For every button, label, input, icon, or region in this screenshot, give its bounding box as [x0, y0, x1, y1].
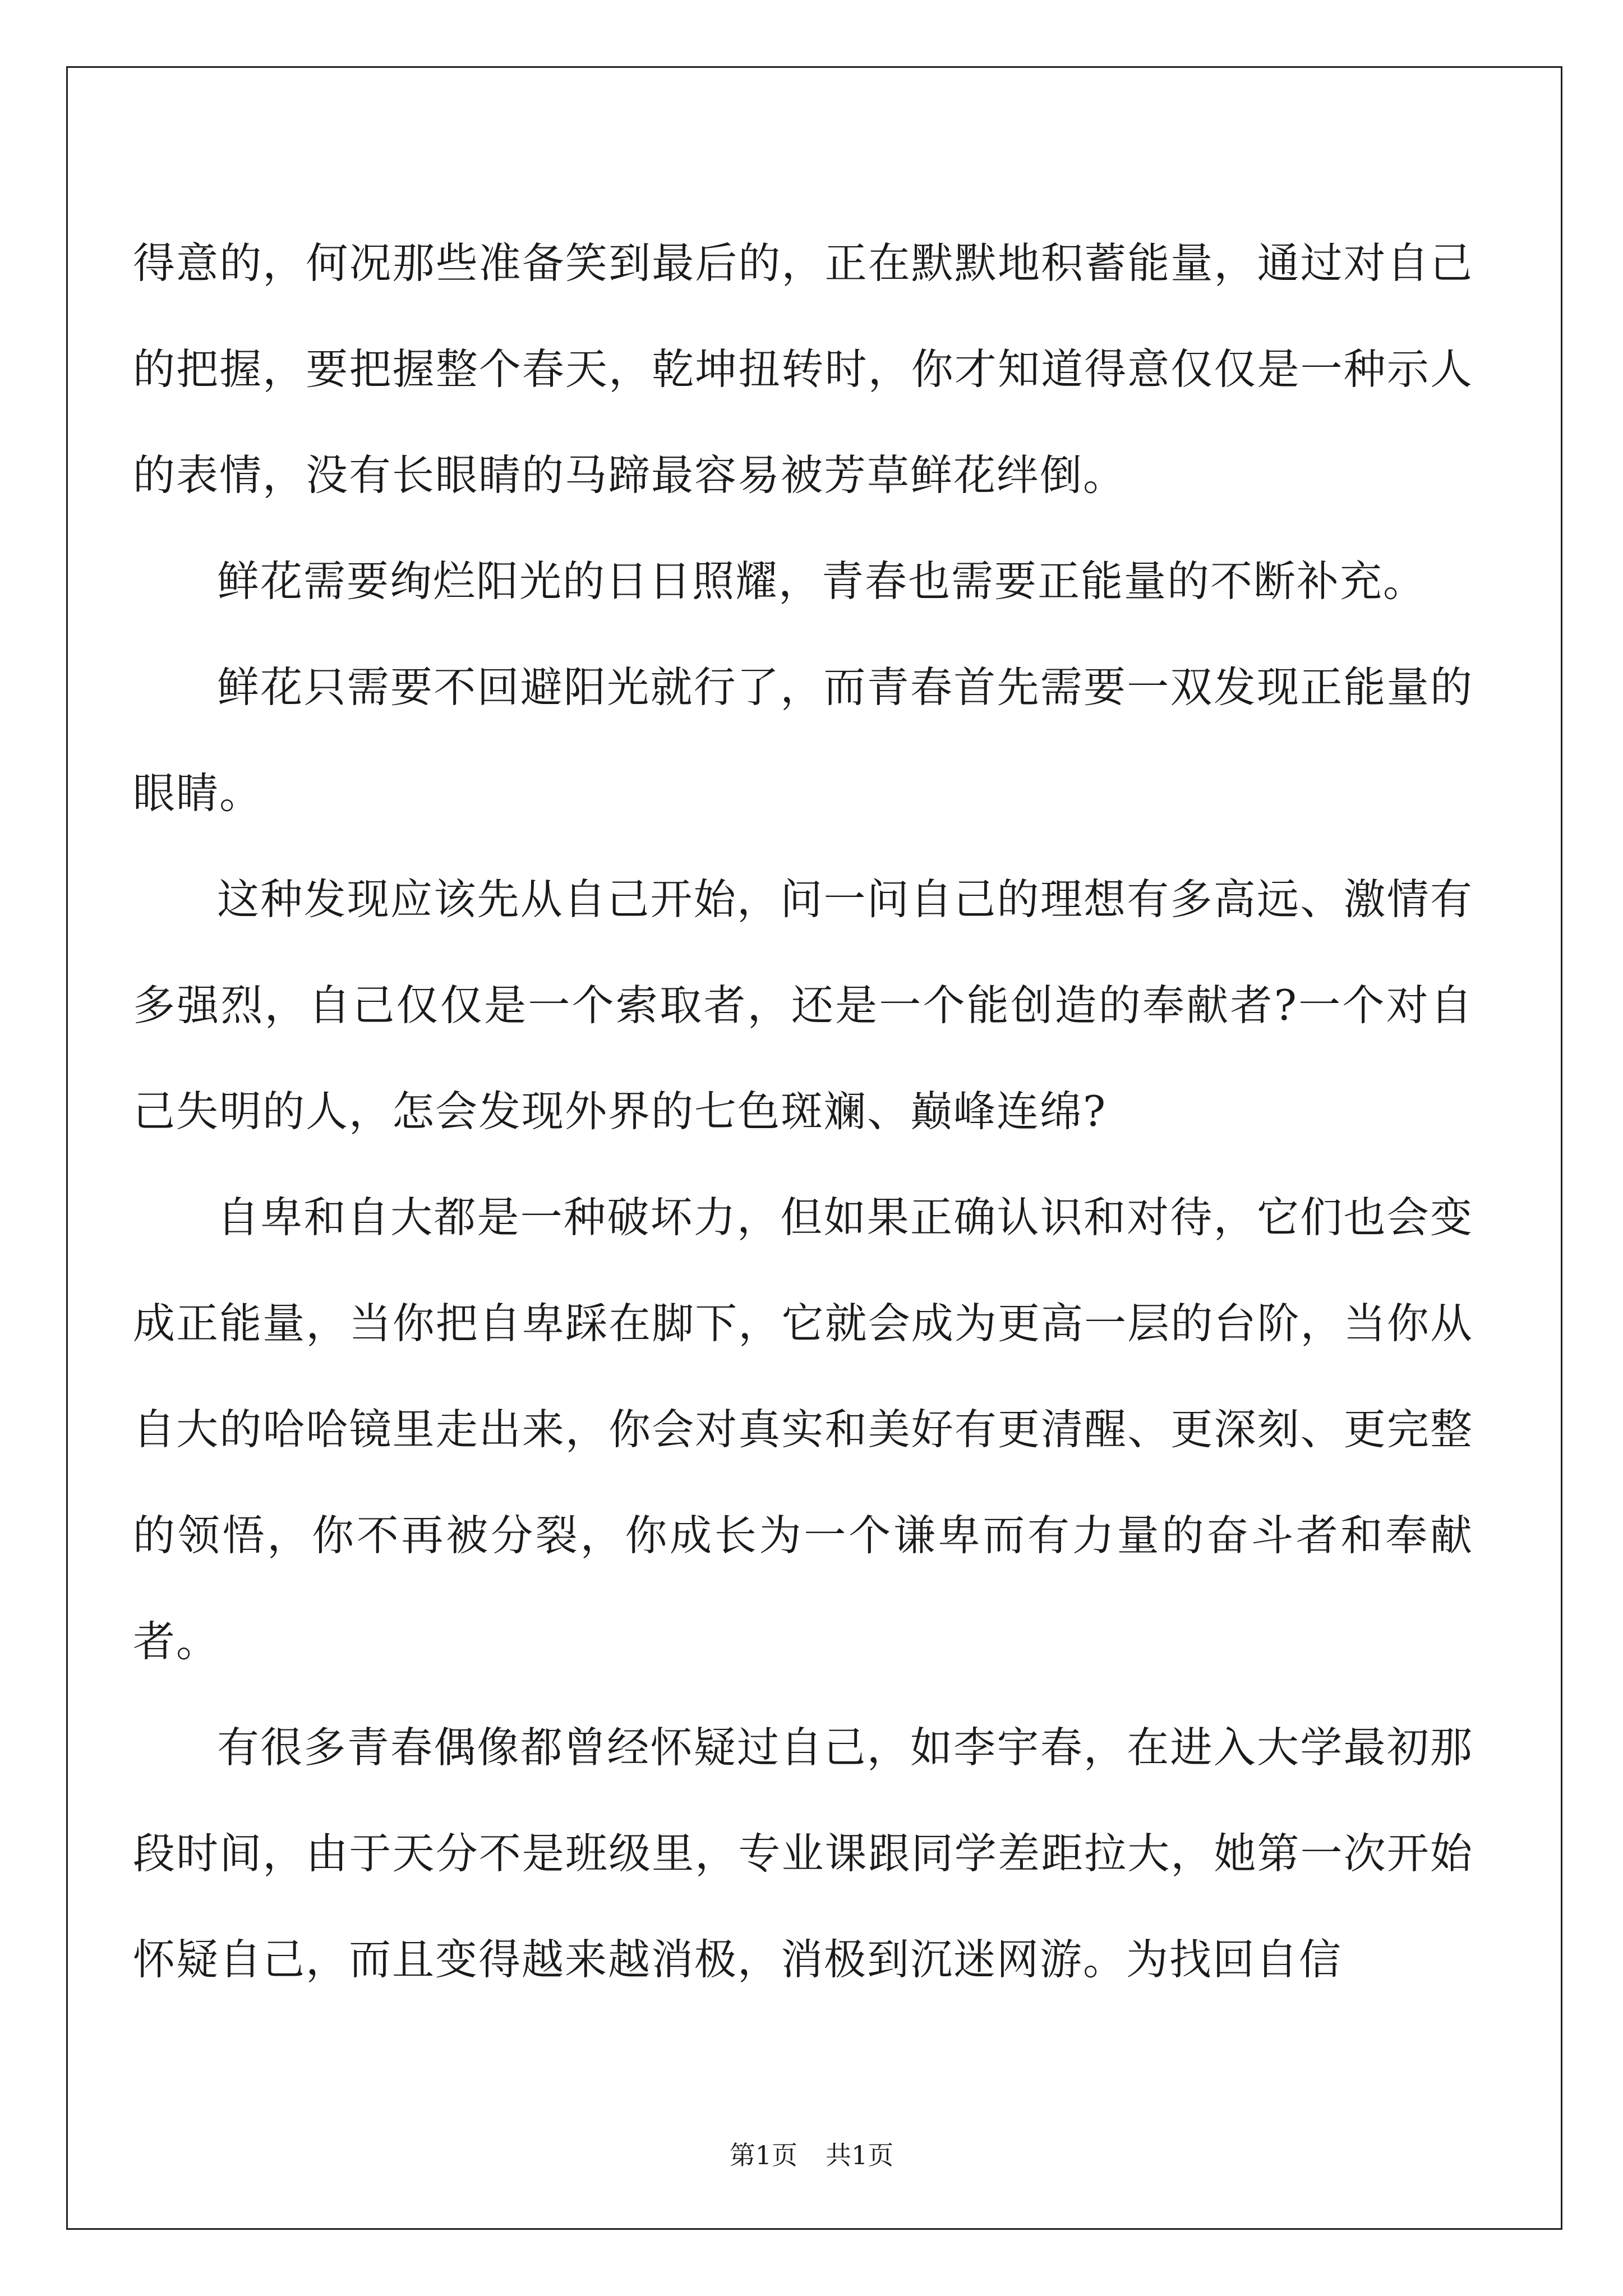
- page-total: 共1页: [826, 2140, 894, 2170]
- paragraph-5: 自卑和自大都是一种破坏力，但如果正确认识和对待，它们也会变成正能量，当你把自卑踩在脚下，它就会成为更高一层的台阶，当你从自大的哈哈镜里走出来，你会对真实和美好有更清醒、更深刻、更完整的领悟，你不再被分裂，你成长为一个谦卑而有力量的奋斗者和奉献者。: [133, 1193, 1473, 1666]
- paragraph-1: 得意的，何况那些准备笑到最后的，正在默默地积蓄能量，通过对自己的把握，要把握整个春天，乾坤扭转时，你才知道得意仅仅是一种示人的表情，没有长眼睛的马蹄最容易被芳草鲜花绊倒。: [133, 238, 1473, 500]
- page-footer: [0, 2138, 1623, 2172]
- paragraph-3: 鲜花只需要不回避阳光就行了，而青春首先需要一双发现正能量的眼睛。: [133, 662, 1473, 818]
- paragraph-2: 鲜花需要绚烂阳光的日日照耀，青春也需要正能量的不断补充。: [217, 556, 1427, 606]
- paragraph-6: 有很多青春偶像都曾经怀疑过自己，如李宇春，在进入大学最初那段时间，由于天分不是班级里，专业课跟同学差距拉大，她第一次开始怀疑自己，而且变得越来越消极，消极到沉迷网游。为找回自信: [133, 1723, 1473, 1984]
- page-number: 第1页: [729, 2140, 797, 2170]
- document-body: [133, 210, 1473, 2013]
- paragraph-4: 这种发现应该先从自己开始，问一问自己的理想有多高远、激情有多强烈，自己仅仅是一个索取者，还是一个能创造的奉献者?一个对自己失明的人，怎会发现外界的七色斑斓、巅峰连绵?: [133, 875, 1473, 1136]
